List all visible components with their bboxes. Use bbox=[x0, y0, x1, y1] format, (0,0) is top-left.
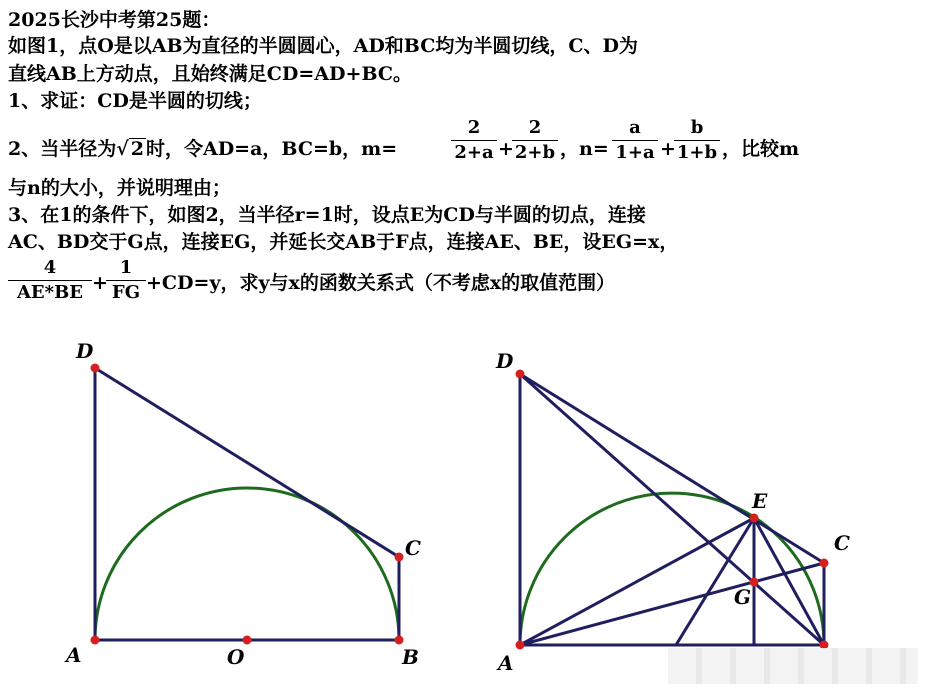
fraction-n1-num: a bbox=[629, 117, 641, 138]
segment-BE bbox=[754, 518, 824, 645]
point-B bbox=[395, 636, 404, 645]
fraction-n2-den: 1+b bbox=[676, 142, 718, 163]
point-C bbox=[395, 553, 404, 562]
point-D bbox=[516, 370, 525, 379]
label-D: D bbox=[496, 349, 514, 373]
figure-1 bbox=[64, 339, 421, 669]
segment-E-extra bbox=[676, 518, 754, 645]
point-O bbox=[243, 636, 252, 645]
label-A: A bbox=[66, 643, 82, 667]
question-3-line-1: 3、在1的条件下，如图2，当半径r=1时，设点E为CD与半圆的切点，连接 bbox=[8, 204, 646, 226]
point-A bbox=[91, 636, 100, 645]
question-3-line-2: AC、BD交于G点，连接EG，并延长交AB于F点，连接AE、BE，设EG=x， bbox=[8, 231, 679, 253]
problem-title: 2025长沙中考第25题： bbox=[8, 9, 221, 31]
fraction-n1-den: 1+a bbox=[615, 142, 655, 163]
fraction-m1-num: 2 bbox=[467, 117, 481, 138]
sqrt-symbol: √ bbox=[116, 138, 129, 160]
label-B: B bbox=[402, 645, 419, 669]
fraction-m1-den: 2+a bbox=[454, 142, 494, 163]
segment-DC bbox=[95, 368, 399, 557]
question-2-line-2: 与n的大小，并说明理由； bbox=[8, 177, 231, 199]
point-A bbox=[516, 641, 525, 650]
label-A: A bbox=[498, 651, 514, 675]
label-O: O bbox=[227, 645, 245, 669]
q2-n-text: ，n= bbox=[560, 138, 609, 160]
fraction-m2-num: 2 bbox=[528, 117, 542, 138]
label-C: C bbox=[834, 531, 850, 555]
label-G: G bbox=[734, 585, 752, 609]
q2-mid-text: 时，令AD=a，BC=b，m= bbox=[145, 138, 398, 160]
fraction-n2-num: b bbox=[690, 117, 704, 138]
watermark-overlay bbox=[668, 648, 918, 684]
fraction-y1-num: 4 bbox=[43, 257, 57, 278]
fraction-y1-den: AE*BE bbox=[16, 282, 84, 303]
fraction-y2-num: 1 bbox=[119, 257, 133, 278]
problem-line-1: 如图1，点O是以AB为直径的半圆圆心，AD和BC均为半圆切线，C、D为 bbox=[8, 35, 638, 57]
q2-pre-text: 2、当半径为 bbox=[8, 138, 117, 160]
point-D bbox=[91, 364, 100, 373]
plus-sign-3: + bbox=[92, 272, 108, 294]
segment-AE bbox=[520, 518, 754, 645]
problem-line-2: 直线AB上方动点，且始终满足CD=AD+BC。 bbox=[8, 63, 412, 85]
figure-2 bbox=[495, 349, 850, 675]
plus-sign-1: + bbox=[498, 138, 514, 160]
question-3-end: +CD=y，求y与x的函数关系式（不考虑x的取值范围） bbox=[146, 272, 616, 294]
label-D: D bbox=[76, 339, 94, 363]
plus-sign-2: + bbox=[660, 138, 676, 160]
question-1: 1、求证：CD是半圆的切线； bbox=[8, 90, 262, 112]
semicircle-arc-1 bbox=[95, 488, 399, 640]
sqrt-radicand: 2 bbox=[130, 138, 144, 160]
q2-end-text: ，比较m bbox=[722, 138, 800, 160]
label-C: C bbox=[405, 536, 421, 560]
fraction-y2-den: FG bbox=[111, 282, 141, 303]
fraction-m2-den: 2+b bbox=[514, 142, 556, 163]
point-E bbox=[750, 514, 759, 523]
label-E: E bbox=[752, 489, 768, 513]
semicircle-arc-2 bbox=[520, 493, 824, 645]
point-C bbox=[820, 559, 829, 568]
